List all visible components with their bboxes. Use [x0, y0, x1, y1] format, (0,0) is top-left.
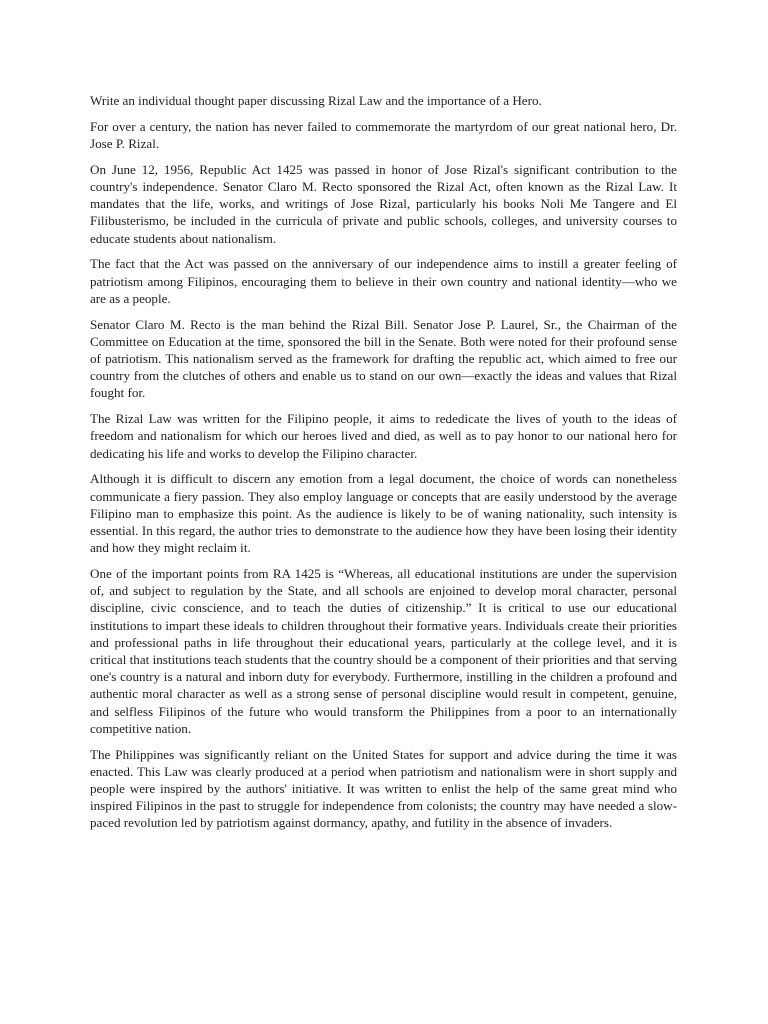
- paragraph-3: The fact that the Act was passed on the anniversary of our independence aims to instill a greater feeling of patriotism among Filipinos, encouraging them to believe in their own country and national identity—who we are as a people.: [90, 256, 677, 306]
- paragraph-5: The Rizal Law was written for the Filipino people, it aims to rededicate the lives of youth to the ideas of freedom and nationalism for which our heroes lived and died, as well as to pay honor to our national hero for dedicating his life and works to develop the Filipino character.: [90, 411, 677, 461]
- assignment-prompt: Write an individual thought paper discussing Rizal Law and the importance of a Hero.: [90, 93, 542, 108]
- paragraph-1: For over a century, the nation has never failed to commemorate the martyrdom of our great national hero, Dr. Jose P. Rizal.: [90, 118, 677, 151]
- paragraph-8: The Philippines was significantly reliant on the United States for support and advice during the time it was enacted. This Law was clearly produced at a period when patriotism and nationalism were in short supply and people were inspired by the authors' initiative. It was written to enlist the help of the same great mind who inspired Filipinos in the past to struggle for independence from colonists; the country may have needed a slow-paced revolution led by patriotism against dormancy, apathy, and futility in the absence of invaders.: [90, 746, 677, 831]
- paragraph-7: One of the important points from RA 1425 is “Whereas, all educational institutions are under the supervision of, and subject to regulation by the State, and all schools are enjoined to develop moral character, personal discipline, civic conscience, and to teach the duties of citizenship.” It is critical to use our educational institutions to impart these ideals to children throughout their formative years. Individuals create their priorities and professional paths in life throughout their educational years, particularly at the college level, and it is critical that institutions teach students that the country should be a component of their priorities and that serving one's country is a natural and inborn duty for everybody. Furthermore, instilling in the children a profound and authentic moral character as well as a strong sense of personal discipline would result in competent, genuine, and selfless Filipinos of the future who would transform the Philippines from a poor to an internationally competitive nation.: [90, 566, 677, 736]
- paragraph-6: Although it is difficult to discern any emotion from a legal document, the choice of words can nonetheless communicate a fiery passion. They also employ language or concepts that are easily understood by the average Filipino man to emphasize this point. As the audience is likely to be of waning nationality, such intensity is essential. In this regard, the author tries to demonstrate to the audience how they have been losing their identity and how they might reclaim it.: [90, 471, 677, 556]
- paragraph-4: Senator Claro M. Recto is the man behind the Rizal Bill. Senator Jose P. Laurel, Sr., the Chairman of the Committee on Education at the time, sponsored the bill in the Senate. Both were noted for their profound sense of patriotism. This nationalism served as the framework for drafting the republic act, which aimed to free our country from the clutches of others and enable us to stand on our own—exactly the ideas and values that Rizal fought for.: [90, 316, 677, 401]
- paragraph-2: On June 12, 1956, Republic Act 1425 was passed in honor of Jose Rizal's significant contribution to the country's independence. Senator Claro M. Recto sponsored the Rizal Act, often known as the Rizal Law. It mandates that the life, works, and writings of Jose Rizal, particularly his books Noli Me Tangere and El Filibusterismo, be included in the curricula of private and public schools, colleges, and university courses to educate students about nationalism.: [90, 161, 677, 246]
- document-page: [90, 92, 677, 840]
